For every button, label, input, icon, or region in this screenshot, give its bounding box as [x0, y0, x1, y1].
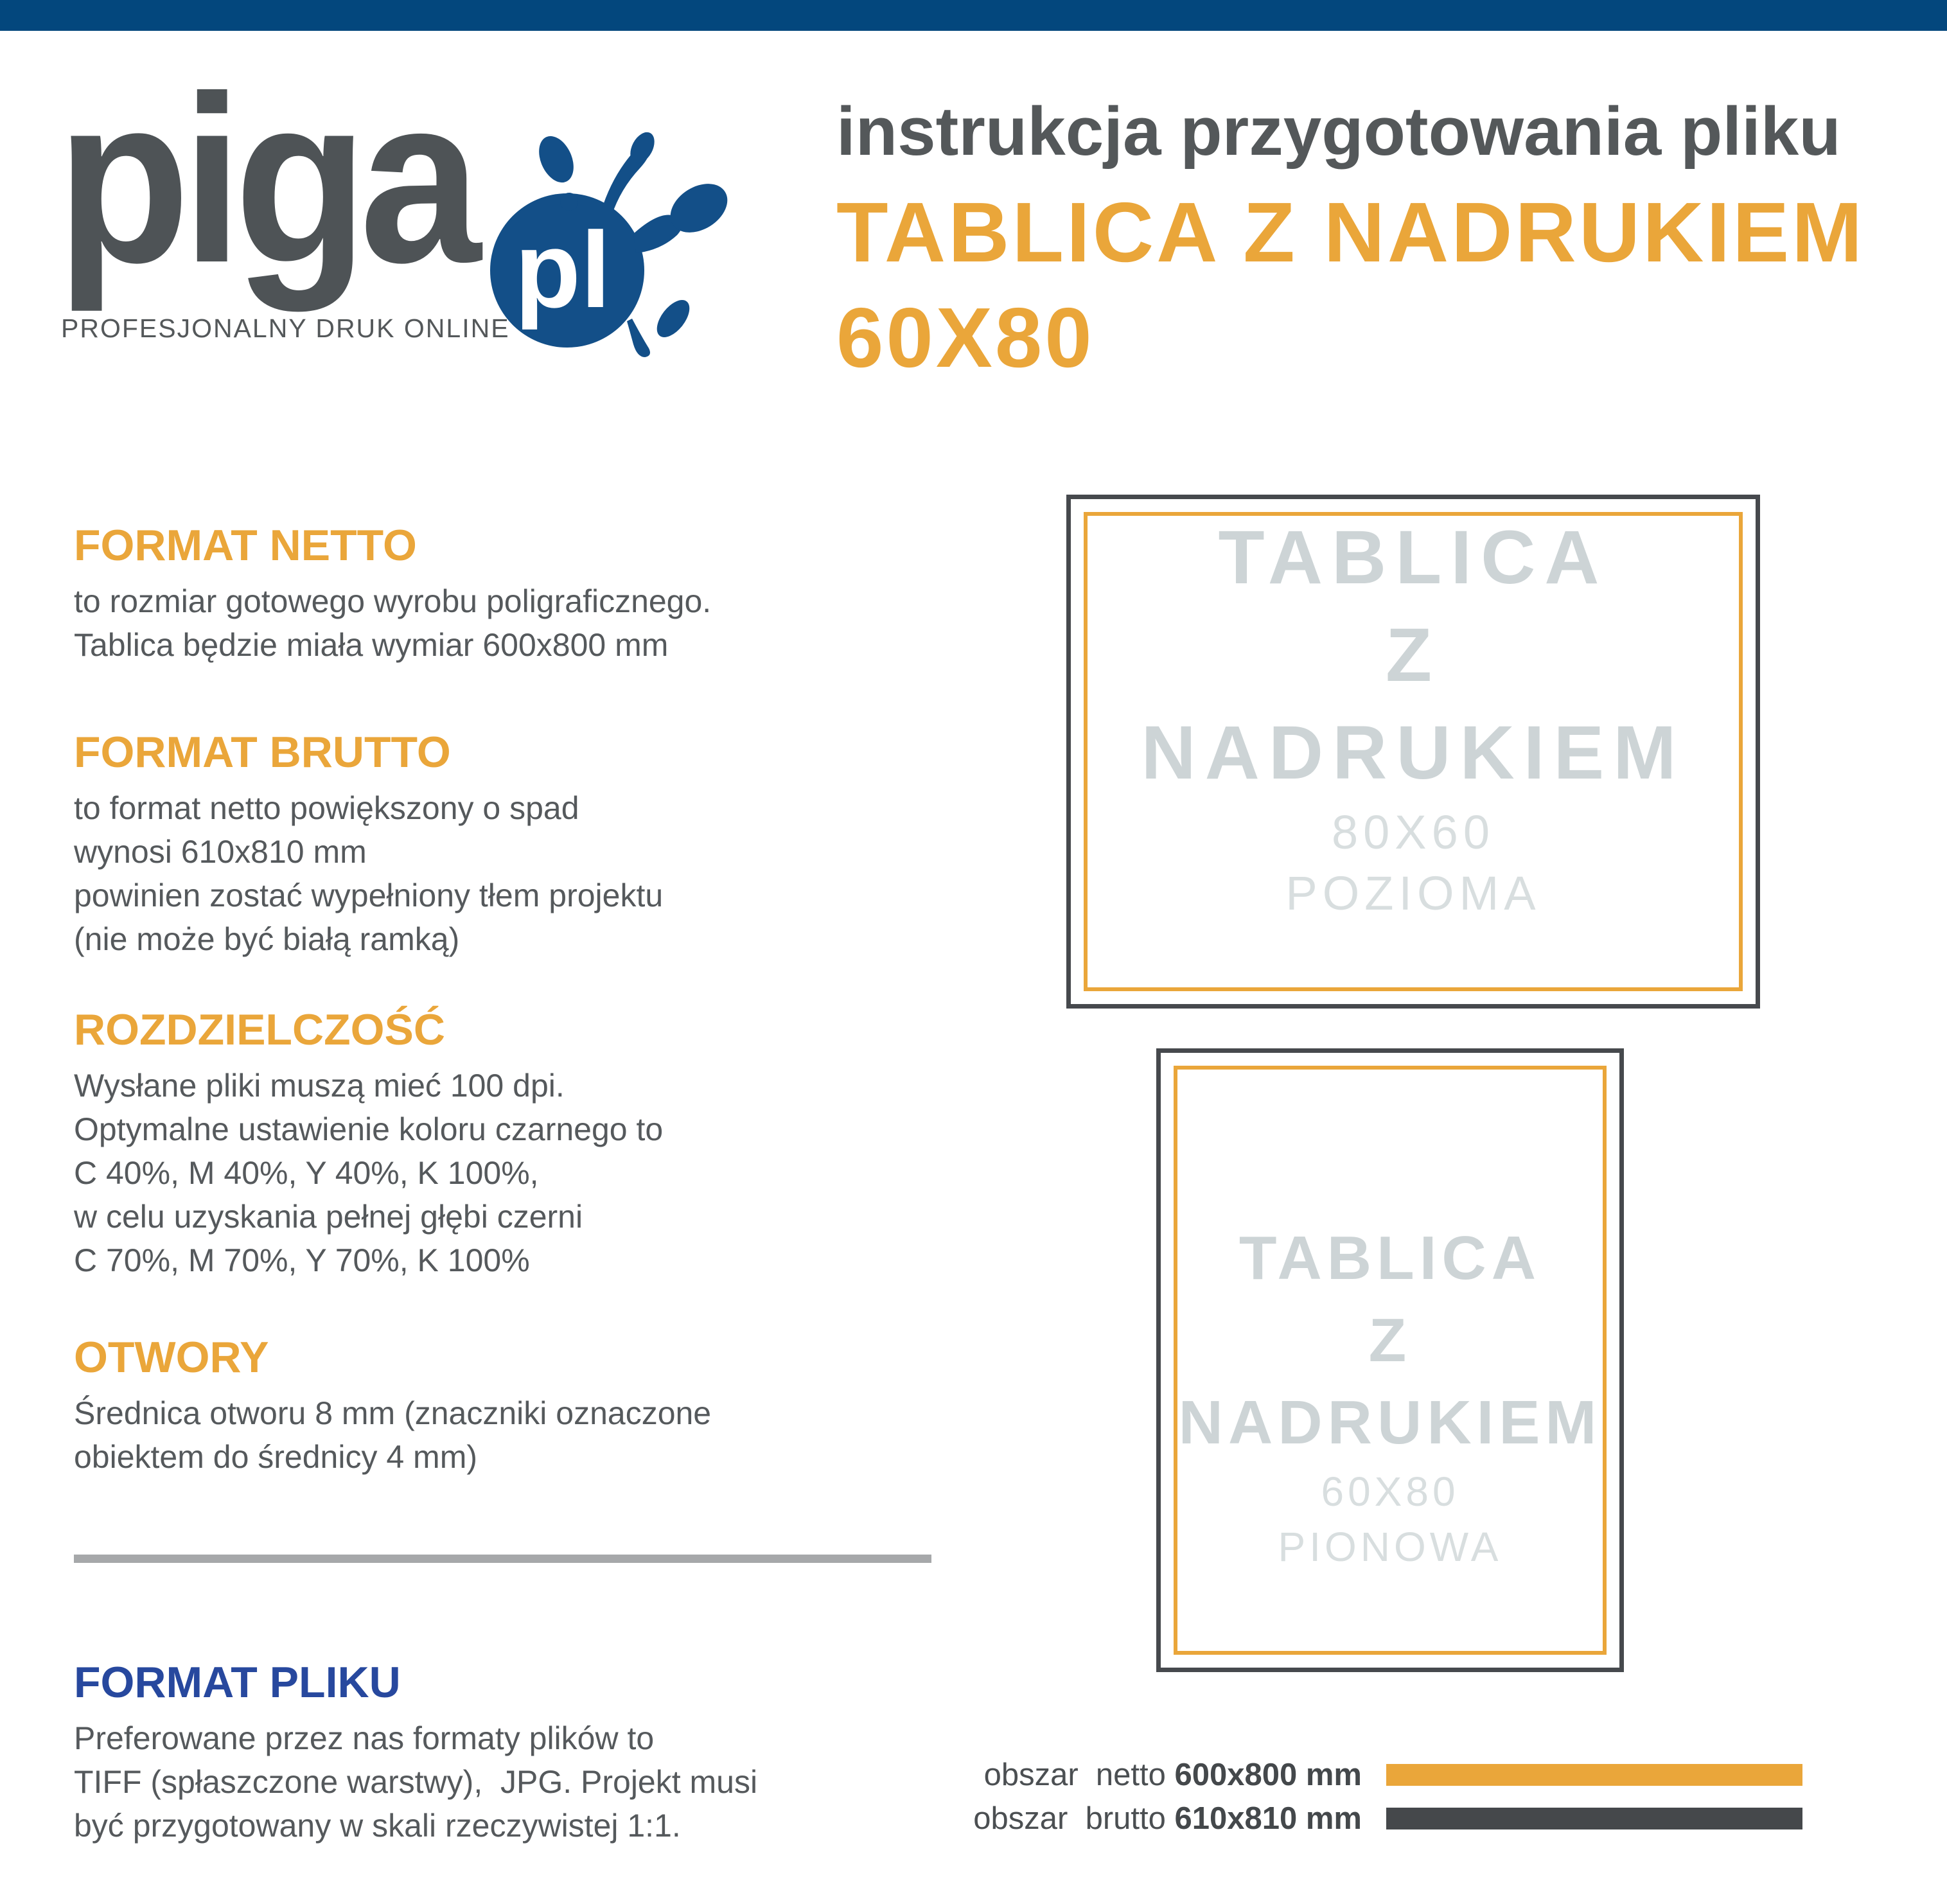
section-text-line: powinien zostać wypełniony tłem projektu — [74, 877, 664, 913]
section-text-line: C 40%, M 40%, Y 40%, K 100%, — [74, 1155, 539, 1191]
diagram-label: TABLICA — [1218, 515, 1608, 600]
diagram-label: NADRUKIEM — [1141, 710, 1686, 795]
section-divider — [74, 1555, 931, 1563]
legend-brutto-prefix: obszar brutto — [973, 1801, 1175, 1836]
section-heading: OTWORY — [74, 1333, 269, 1382]
legend-netto-value: 600x800 mm — [1174, 1758, 1362, 1792]
diagram-label: TABLICA — [1238, 1223, 1542, 1292]
section-text-line: Wysłane pliki muszą mieć 100 dpi. — [74, 1068, 565, 1104]
diagram-label: Z — [1385, 613, 1441, 698]
section-text-line: Średnica otworu 8 mm (znaczniki oznaczone — [74, 1395, 712, 1431]
section-heading: FORMAT NETTO — [74, 521, 417, 570]
diagram-board-vertical-netto — [1174, 1066, 1607, 1655]
diagram-label: Z — [1368, 1305, 1412, 1375]
section-rozdzielczosc — [74, 1005, 938, 1282]
legend-netto-label — [919, 1758, 1362, 1792]
legend-netto-prefix: obszar netto — [983, 1758, 1175, 1792]
section-text-line: w celu uzyskania pełnej głębi czerni — [74, 1199, 583, 1235]
section-text-line: wynosi 610x810 mm — [74, 834, 367, 870]
diagram-board-horizontal-netto — [1084, 512, 1743, 991]
section-text-line: to format netto powiększony o spad — [74, 790, 579, 826]
diagram-board-vertical-brutto — [1156, 1048, 1624, 1672]
section-text-line: Preferowane przez nas formaty plików to — [74, 1720, 655, 1756]
section-text-line: być przygotowany w skali rzeczywistej 1:1. — [74, 1808, 681, 1844]
section-heading: FORMAT BRUTTO — [74, 728, 451, 777]
legend-netto-swatch — [1386, 1764, 1802, 1786]
top-accent-bar — [0, 0, 1947, 31]
diagram-size-label: 60X80 — [1321, 1468, 1459, 1515]
product-size: 60X80 — [836, 290, 1095, 385]
legend-brutto-value: 610x810 mm — [1174, 1801, 1362, 1836]
diagram-orientation-label: POZIOMA — [1285, 867, 1541, 920]
section-text-line: TIFF (spłaszczone warstwy), JPG. Projekt musi — [74, 1764, 758, 1800]
section-text-line: C 70%, M 70%, Y 70%, K 100% — [74, 1242, 530, 1278]
piga-logo-wordmark: piga — [57, 47, 473, 312]
logo-tld-label: pl — [515, 209, 611, 330]
diagram-size-label: 80X60 — [1332, 806, 1495, 859]
section-format-pliku — [74, 1657, 938, 1847]
section-format-netto — [74, 520, 938, 667]
ink-splat-logo-icon — [480, 126, 737, 370]
legend-brutto-swatch — [1386, 1808, 1802, 1829]
section-text-line: obiektem do średnicy 4 mm) — [74, 1439, 478, 1475]
page-title: instrukcja przygotowania pliku — [836, 93, 1841, 170]
legend-brutto-label — [919, 1802, 1362, 1835]
diagram-label: NADRUKIEM — [1178, 1388, 1602, 1457]
section-heading: FORMAT PLIKU — [74, 1658, 401, 1707]
diagram-board-horizontal-brutto — [1066, 495, 1760, 1009]
section-text-line: Tablica będzie miała wymiar 600x800 mm — [74, 627, 669, 663]
section-heading: ROZDZIELCZOŚĆ — [74, 1005, 445, 1054]
section-text-line: (nie może być białą ramką) — [74, 921, 460, 957]
product-title: TABLICA Z NADRUKIEM — [836, 185, 1865, 279]
section-format-brutto — [74, 727, 938, 961]
page-header — [836, 82, 1928, 391]
diagram-orientation-label: PIONOWA — [1278, 1523, 1502, 1570]
section-text-line: to rozmiar gotowego wyrobu poligraficznego. — [74, 583, 712, 619]
section-text-line: Optymalne ustawienie koloru czarnego to — [74, 1111, 664, 1147]
logo-tagline: PROFESJONALNY DRUK ONLINE — [61, 313, 510, 343]
section-otwory — [74, 1332, 938, 1479]
